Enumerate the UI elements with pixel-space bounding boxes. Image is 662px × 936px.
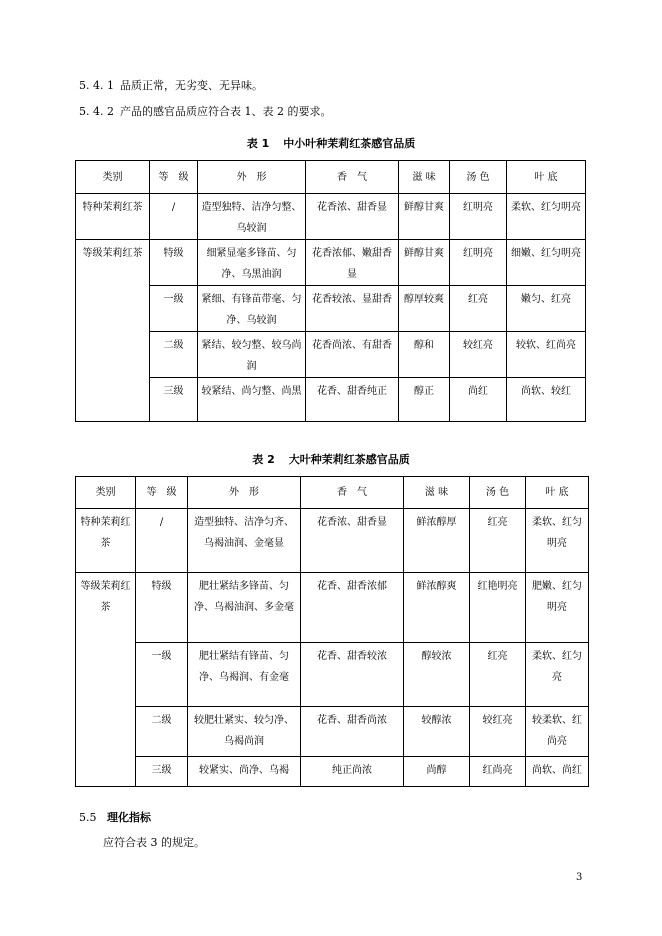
appearance-cell: 紧细、有锋苗带毫、匀净、乌较润 [198, 286, 306, 332]
table2 [75, 476, 589, 787]
table-row [76, 332, 586, 378]
header-cell: 类别 [76, 161, 150, 194]
appearance-cell: 肥壮紧结多锋苗、匀净、乌褐油润、多金毫 [188, 573, 301, 643]
header-cell: 等 级 [150, 161, 198, 194]
table-row [76, 378, 586, 422]
leaf-cell: 细嫩、红匀明亮 [507, 240, 586, 286]
taste-cell: 醇正 [399, 378, 450, 422]
appearance-cell: 较紧结、尚匀整、尚黑 [198, 378, 306, 422]
leaf-cell: 较软、红尚亮 [507, 332, 586, 378]
liquor-cell: 红亮 [470, 509, 526, 573]
category-cell: 等级茉莉红茶 [76, 240, 150, 422]
grade-cell: 一级 [136, 643, 188, 707]
taste-cell: 尚醇 [404, 757, 470, 787]
header-cell: 香 气 [301, 477, 404, 509]
appearance-cell: 细紧显毫多锋苗、匀净、乌黑油润 [198, 240, 306, 286]
grade-cell: 特级 [136, 573, 188, 643]
appearance-cell: 肥壮紧结有锋苗、匀净、乌褐润、有金毫 [188, 643, 301, 707]
taste-cell: 醇较浓 [404, 643, 470, 707]
liquor-cell: 红亮 [470, 643, 526, 707]
leaf-cell: 肥嫩、红匀明亮 [526, 573, 589, 643]
liquor-cell: 红亮 [450, 286, 507, 332]
grade-cell: 三级 [150, 378, 198, 422]
table-row [76, 707, 589, 757]
header-cell: 类别 [76, 477, 136, 509]
header-cell: 等 级 [136, 477, 188, 509]
leaf-cell: 柔软、红匀亮 [526, 643, 589, 707]
leaf-cell: 柔软、红匀明亮 [507, 194, 586, 240]
table-header-row [76, 477, 589, 509]
section-5-5-heading [79, 811, 151, 825]
table-row [76, 240, 586, 286]
aroma-cell: 花香尚浓、有甜香 [306, 332, 399, 378]
header-cell: 叶 底 [526, 477, 589, 509]
clause-number: 5. 4. 2 [79, 105, 114, 118]
appearance-cell: 较紧实、尚净、乌褐 [188, 757, 301, 787]
taste-cell: 鲜浓醇爽 [404, 573, 470, 643]
category-cell: 等级茉莉红茶 [76, 573, 136, 787]
grade-cell: / [136, 509, 188, 573]
clause-text: 品质正常，无劣变、无异味。 [120, 79, 263, 92]
appearance-cell: 较肥壮紧实、较匀净、乌褐尚润 [188, 707, 301, 757]
leaf-cell: 尚软、较红 [507, 378, 586, 422]
taste-cell: 鲜醇甘爽 [399, 240, 450, 286]
header-cell: 滋 味 [404, 477, 470, 509]
clause-5-4-2 [79, 105, 332, 119]
aroma-cell: 花香、甜香纯正 [306, 378, 399, 422]
appearance-cell: 造型独特、洁净匀齐、乌褐油润、金毫显 [188, 509, 301, 573]
section-title: 理化指标 [107, 811, 151, 824]
table2-caption [0, 453, 662, 467]
table-header-row [76, 161, 586, 194]
leaf-cell: 尚软、尚红 [526, 757, 589, 787]
table1-caption [0, 137, 662, 151]
aroma-cell: 花香、甜香尚浓 [301, 707, 404, 757]
liquor-cell: 较红亮 [470, 707, 526, 757]
taste-cell: 较醇浓 [404, 707, 470, 757]
aroma-cell: 纯正尚浓 [301, 757, 404, 787]
aroma-cell: 花香浓郁、嫩甜香显 [306, 240, 399, 286]
category-cell: 特种茉莉红茶 [76, 509, 136, 573]
section-number: 5.5 [79, 811, 97, 824]
category-cell: 特种茉莉红茶 [76, 194, 150, 240]
table1 [75, 160, 586, 422]
section-5-5-text: 应符合表 3 的规定。 [103, 836, 205, 849]
taste-cell: 醇厚较爽 [399, 286, 450, 332]
grade-cell: / [150, 194, 198, 240]
liquor-cell: 红尚亮 [470, 757, 526, 787]
liquor-cell: 尚红 [450, 378, 507, 422]
header-cell: 汤 色 [450, 161, 507, 194]
table2-caption-text: 大叶种茉莉红茶感官品质 [288, 453, 410, 466]
header-cell: 外 形 [188, 477, 301, 509]
grade-cell: 一级 [150, 286, 198, 332]
clause-text: 产品的感官品质应符合表 1、表 2 的要求。 [120, 105, 332, 118]
leaf-cell: 较柔软、红尚亮 [526, 707, 589, 757]
aroma-cell: 花香浓、甜香显 [301, 509, 404, 573]
aroma-cell: 花香浓、甜香显 [306, 194, 399, 240]
page-number: 3 [576, 872, 583, 883]
aroma-cell: 花香较浓、显甜香 [306, 286, 399, 332]
aroma-cell: 花香、甜香浓郁 [301, 573, 404, 643]
table2-caption-number: 表 2 [252, 453, 275, 466]
table-row [76, 643, 589, 707]
grade-cell: 特级 [150, 240, 198, 286]
table-row [76, 509, 589, 573]
clause-5-4-1 [79, 79, 263, 93]
table1-caption-text: 中小叶种茉莉红茶感官品质 [283, 137, 416, 150]
header-cell: 滋 味 [399, 161, 450, 194]
taste-cell: 醇和 [399, 332, 450, 378]
table1-caption-number: 表 1 [246, 137, 270, 150]
table-row [76, 286, 586, 332]
liquor-cell: 较红亮 [450, 332, 507, 378]
header-cell: 叶 底 [507, 161, 586, 194]
appearance-cell: 紧结、较匀整、较乌尚润 [198, 332, 306, 378]
table-row [76, 194, 586, 240]
grade-cell: 三级 [136, 757, 188, 787]
taste-cell: 鲜浓醇厚 [404, 509, 470, 573]
liquor-cell: 红艳明亮 [470, 573, 526, 643]
grade-cell: 二级 [136, 707, 188, 757]
header-cell: 外 形 [198, 161, 306, 194]
clause-number: 5. 4. 1 [79, 79, 114, 92]
table-row [76, 573, 589, 643]
taste-cell: 鲜醇甘爽 [399, 194, 450, 240]
table-row [76, 757, 589, 787]
liquor-cell: 红明亮 [450, 240, 507, 286]
aroma-cell: 花香、甜香较浓 [301, 643, 404, 707]
leaf-cell: 嫩匀、红亮 [507, 286, 586, 332]
grade-cell: 二级 [150, 332, 198, 378]
header-cell: 汤 色 [470, 477, 526, 509]
liquor-cell: 红明亮 [450, 194, 507, 240]
appearance-cell: 造型独特、洁净匀整、乌较润 [198, 194, 306, 240]
header-cell: 香 气 [306, 161, 399, 194]
leaf-cell: 柔软、红匀明亮 [526, 509, 589, 573]
